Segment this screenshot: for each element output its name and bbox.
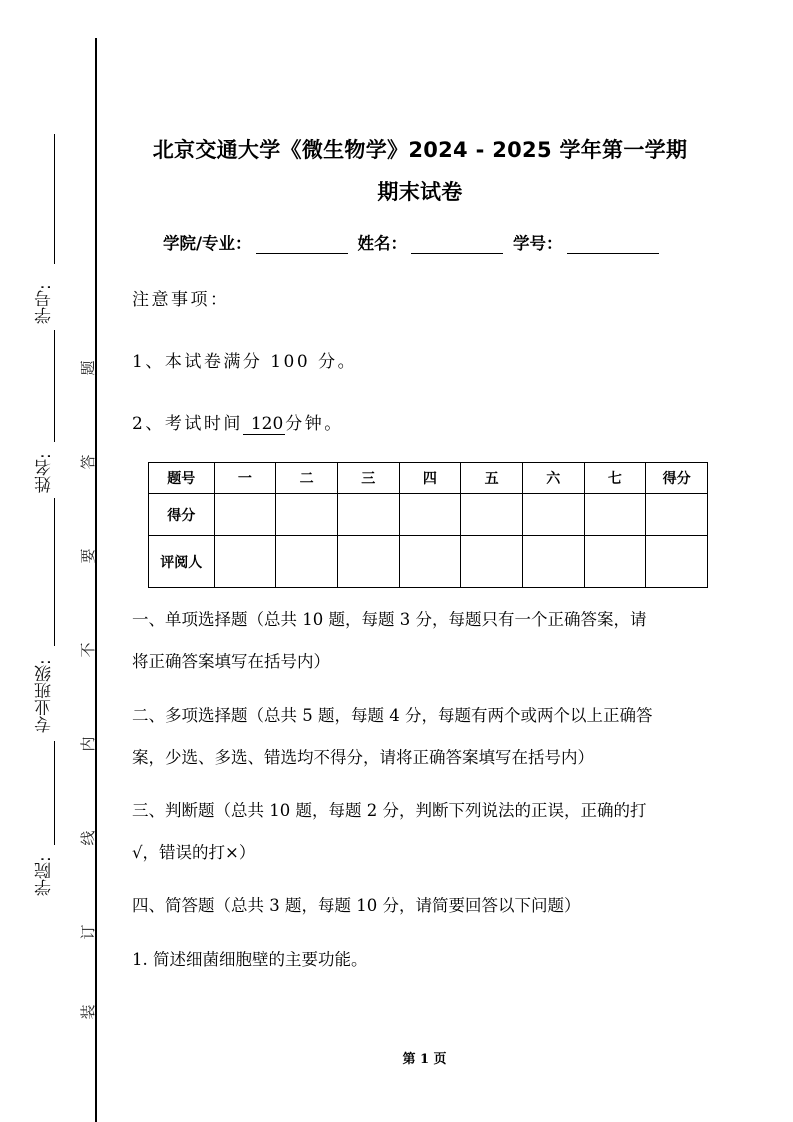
margin-label-college: 学院: xyxy=(35,856,55,896)
note-item-2-suffix: 分钟。 xyxy=(285,414,344,434)
student-id-input[interactable] xyxy=(567,237,659,254)
header-cell: 一 xyxy=(214,463,276,494)
margin-label-name: 姓名: xyxy=(35,453,55,493)
seal-char: 订 xyxy=(79,924,97,940)
margin-label-class: 专业班级: xyxy=(35,659,55,733)
grader-cell[interactable] xyxy=(646,536,708,588)
grader-cell[interactable] xyxy=(461,536,523,588)
margin-label-student-id: 学号: xyxy=(35,284,55,324)
grader-cell[interactable] xyxy=(584,536,646,588)
student-info-row xyxy=(163,230,683,254)
note-item-2-prefix: 2、考试时间 xyxy=(132,414,243,434)
grader-cell[interactable] xyxy=(522,536,584,588)
info-label-student-id: 学号： xyxy=(513,234,563,253)
grader-cell[interactable] xyxy=(214,536,276,588)
college-major-input[interactable] xyxy=(256,237,348,254)
info-label-name: 姓名： xyxy=(357,234,408,253)
score-table xyxy=(148,462,708,588)
question-1: 1. 简述细菌细胞壁的主要功能。 xyxy=(132,950,368,969)
grader-cell[interactable] xyxy=(337,536,399,588)
note-item-1: 1、本试卷满分 100 分。 xyxy=(132,352,358,372)
page-number: 第 1 页 xyxy=(402,1052,447,1067)
section-2-line1: 二、多项选择题（总共 5 题，每题 4 分，每题有两个或两个以上正确答 xyxy=(132,706,653,725)
seal-char: 内 xyxy=(79,736,97,752)
section-3-line2: √，错误的打×） xyxy=(132,843,256,862)
section-4-line1: 四、简答题（总共 3 题，每题 10 分，请简要回答以下问题） xyxy=(132,896,581,915)
header-cell: 七 xyxy=(584,463,646,494)
score-cell[interactable] xyxy=(584,494,646,536)
exam-subtitle: 期末试卷 xyxy=(377,180,463,204)
section-2 xyxy=(132,700,712,774)
name-blank[interactable] xyxy=(54,330,55,442)
seal-char: 装 xyxy=(79,1004,97,1020)
score-cell[interactable] xyxy=(337,494,399,536)
section-1-line1: 一、单项选择题（总共 10 题，每题 3 分，每题只有一个正确答案，请 xyxy=(132,610,647,629)
college-blank[interactable] xyxy=(54,741,55,845)
grader-cell[interactable] xyxy=(276,536,338,588)
seal-char: 要 xyxy=(79,548,97,564)
score-cell[interactable] xyxy=(522,494,584,536)
seal-char: 线 xyxy=(79,830,97,846)
class-blank[interactable] xyxy=(54,498,55,646)
score-cell[interactable] xyxy=(276,494,338,536)
seal-char: 答 xyxy=(79,454,97,470)
student-id-blank[interactable] xyxy=(54,134,55,264)
header-cell: 题号 xyxy=(149,463,215,494)
binding-line xyxy=(95,38,97,1122)
score-cell[interactable] xyxy=(646,494,708,536)
header-cell: 四 xyxy=(399,463,461,494)
seal-char: 不 xyxy=(79,642,97,658)
score-cell[interactable] xyxy=(461,494,523,536)
name-input[interactable] xyxy=(411,237,503,254)
score-cell[interactable] xyxy=(399,494,461,536)
seal-char: 题 xyxy=(79,360,97,376)
notes-heading: 注意事项： xyxy=(132,290,230,310)
header-cell: 二 xyxy=(276,463,338,494)
header-cell: 五 xyxy=(461,463,523,494)
row-label: 得分 xyxy=(149,494,215,536)
section-1-line2: 将正确答案填写在括号内） xyxy=(132,652,330,671)
grader-row xyxy=(149,536,708,588)
section-1 xyxy=(132,604,712,678)
exam-duration-value: 120 xyxy=(243,414,285,435)
grader-cell[interactable] xyxy=(399,536,461,588)
exam-title: 北京交通大学《微生物学》2024 - 2025 学年第一学期 xyxy=(152,138,688,162)
row-label: 评阅人 xyxy=(149,536,215,588)
header-cell: 得分 xyxy=(646,463,708,494)
score-table-header-row xyxy=(149,463,708,494)
section-4 xyxy=(132,890,712,922)
section-2-line2: 案，少选、多选、错选均不得分，请将正确答案填写在括号内） xyxy=(132,748,594,767)
score-cell[interactable] xyxy=(214,494,276,536)
header-cell: 六 xyxy=(522,463,584,494)
score-row xyxy=(149,494,708,536)
header-cell: 三 xyxy=(337,463,399,494)
info-label-college: 学院/专业： xyxy=(163,234,252,253)
section-3-line1: 三、判断题（总共 10 题，每题 2 分，判断下列说法的正误，正确的打 xyxy=(132,801,647,820)
section-3 xyxy=(132,795,712,869)
note-item-2 xyxy=(132,409,344,435)
